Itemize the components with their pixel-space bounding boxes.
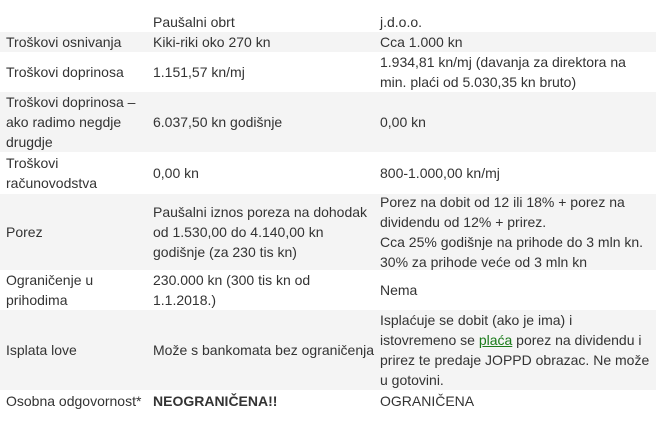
cell-pausalni: 230.000 kn (300 tis kn od 1.1.2018.) (153, 272, 311, 308)
row-label: Porez (6, 224, 43, 240)
row-label: Troškovi računovodstva (6, 155, 98, 191)
row-label: Osobna odgovornost* (6, 393, 142, 409)
table-row (0, 32, 656, 52)
cell-jdoo: Cca 1.000 kn (380, 34, 463, 50)
row-label: Troškovi doprinosa – ako radimo negdje drugdje (6, 94, 136, 150)
table-row (0, 194, 656, 270)
cell-jdoo-text-after: porez na dividendu i prirez te predaje JOPPD obrazac. Ne može u gotovini. (380, 332, 650, 388)
cell-jdoo-text-before: Isplaćuje se dobit (ako je ima) i istovremeno se (380, 312, 573, 348)
cell-jdoo: 800-1.000,00 kn/mj (380, 165, 500, 181)
cell-jdoo: 0,00 kn (380, 114, 426, 130)
cell-jdoo: Nema (380, 282, 418, 298)
cell-pausalni: 0,00 kn (153, 165, 199, 181)
table-row (0, 270, 656, 310)
cell-jdoo: OGRANIČENA (380, 393, 475, 409)
cell-jdoo-line: Cca 25% godišnje na prihode do 3 mln kn. (380, 234, 644, 250)
table-row (0, 152, 656, 194)
cell-jdoo: 1.934,81 kn/mj (davanja za direktora na min. plaći od 5.030,35 kn bruto) (380, 54, 626, 90)
row-label: Troškovi doprinosa (6, 64, 124, 80)
row-label: Isplata love (6, 342, 77, 358)
table-header-row (0, 10, 656, 34)
row-label: Ograničenje u prihodima (6, 272, 94, 308)
cell-pausalni: NEOGRANIČENA!! (153, 393, 278, 409)
cell-jdoo-line: Porez na dobit od 12 ili 18% + porez na dividendu od 12% + prirez. (380, 194, 625, 230)
cell-pausalni: 1.151,57 kn/mj (153, 64, 245, 80)
table-row (0, 390, 656, 412)
cell-jdoo (380, 310, 652, 390)
cell-pausalni: 6.037,50 kn godišnje (153, 114, 283, 130)
table-row (0, 92, 656, 152)
cell-jdoo (380, 192, 652, 272)
header-jdoo: j.d.o.o. (380, 14, 423, 30)
header-pausalni: Paušalni obrt (153, 14, 235, 30)
cell-pausalni: Kiki-riki oko 270 kn (153, 34, 271, 50)
placa-link[interactable]: plaća (478, 332, 513, 348)
cell-pausalni: Može s bankomata bez ograničenja (153, 342, 375, 358)
table-row (0, 52, 656, 92)
cell-pausalni: Paušalni iznos poreza na dohodak od 1.530,00 do 4.140,00 kn godišnje (za 230 tis kn) (153, 204, 368, 260)
cell-jdoo-line: 30% za prihode veće od 3 mln kn (380, 254, 588, 270)
table-row (0, 310, 656, 390)
row-label: Troškovi osnivanja (6, 34, 122, 50)
